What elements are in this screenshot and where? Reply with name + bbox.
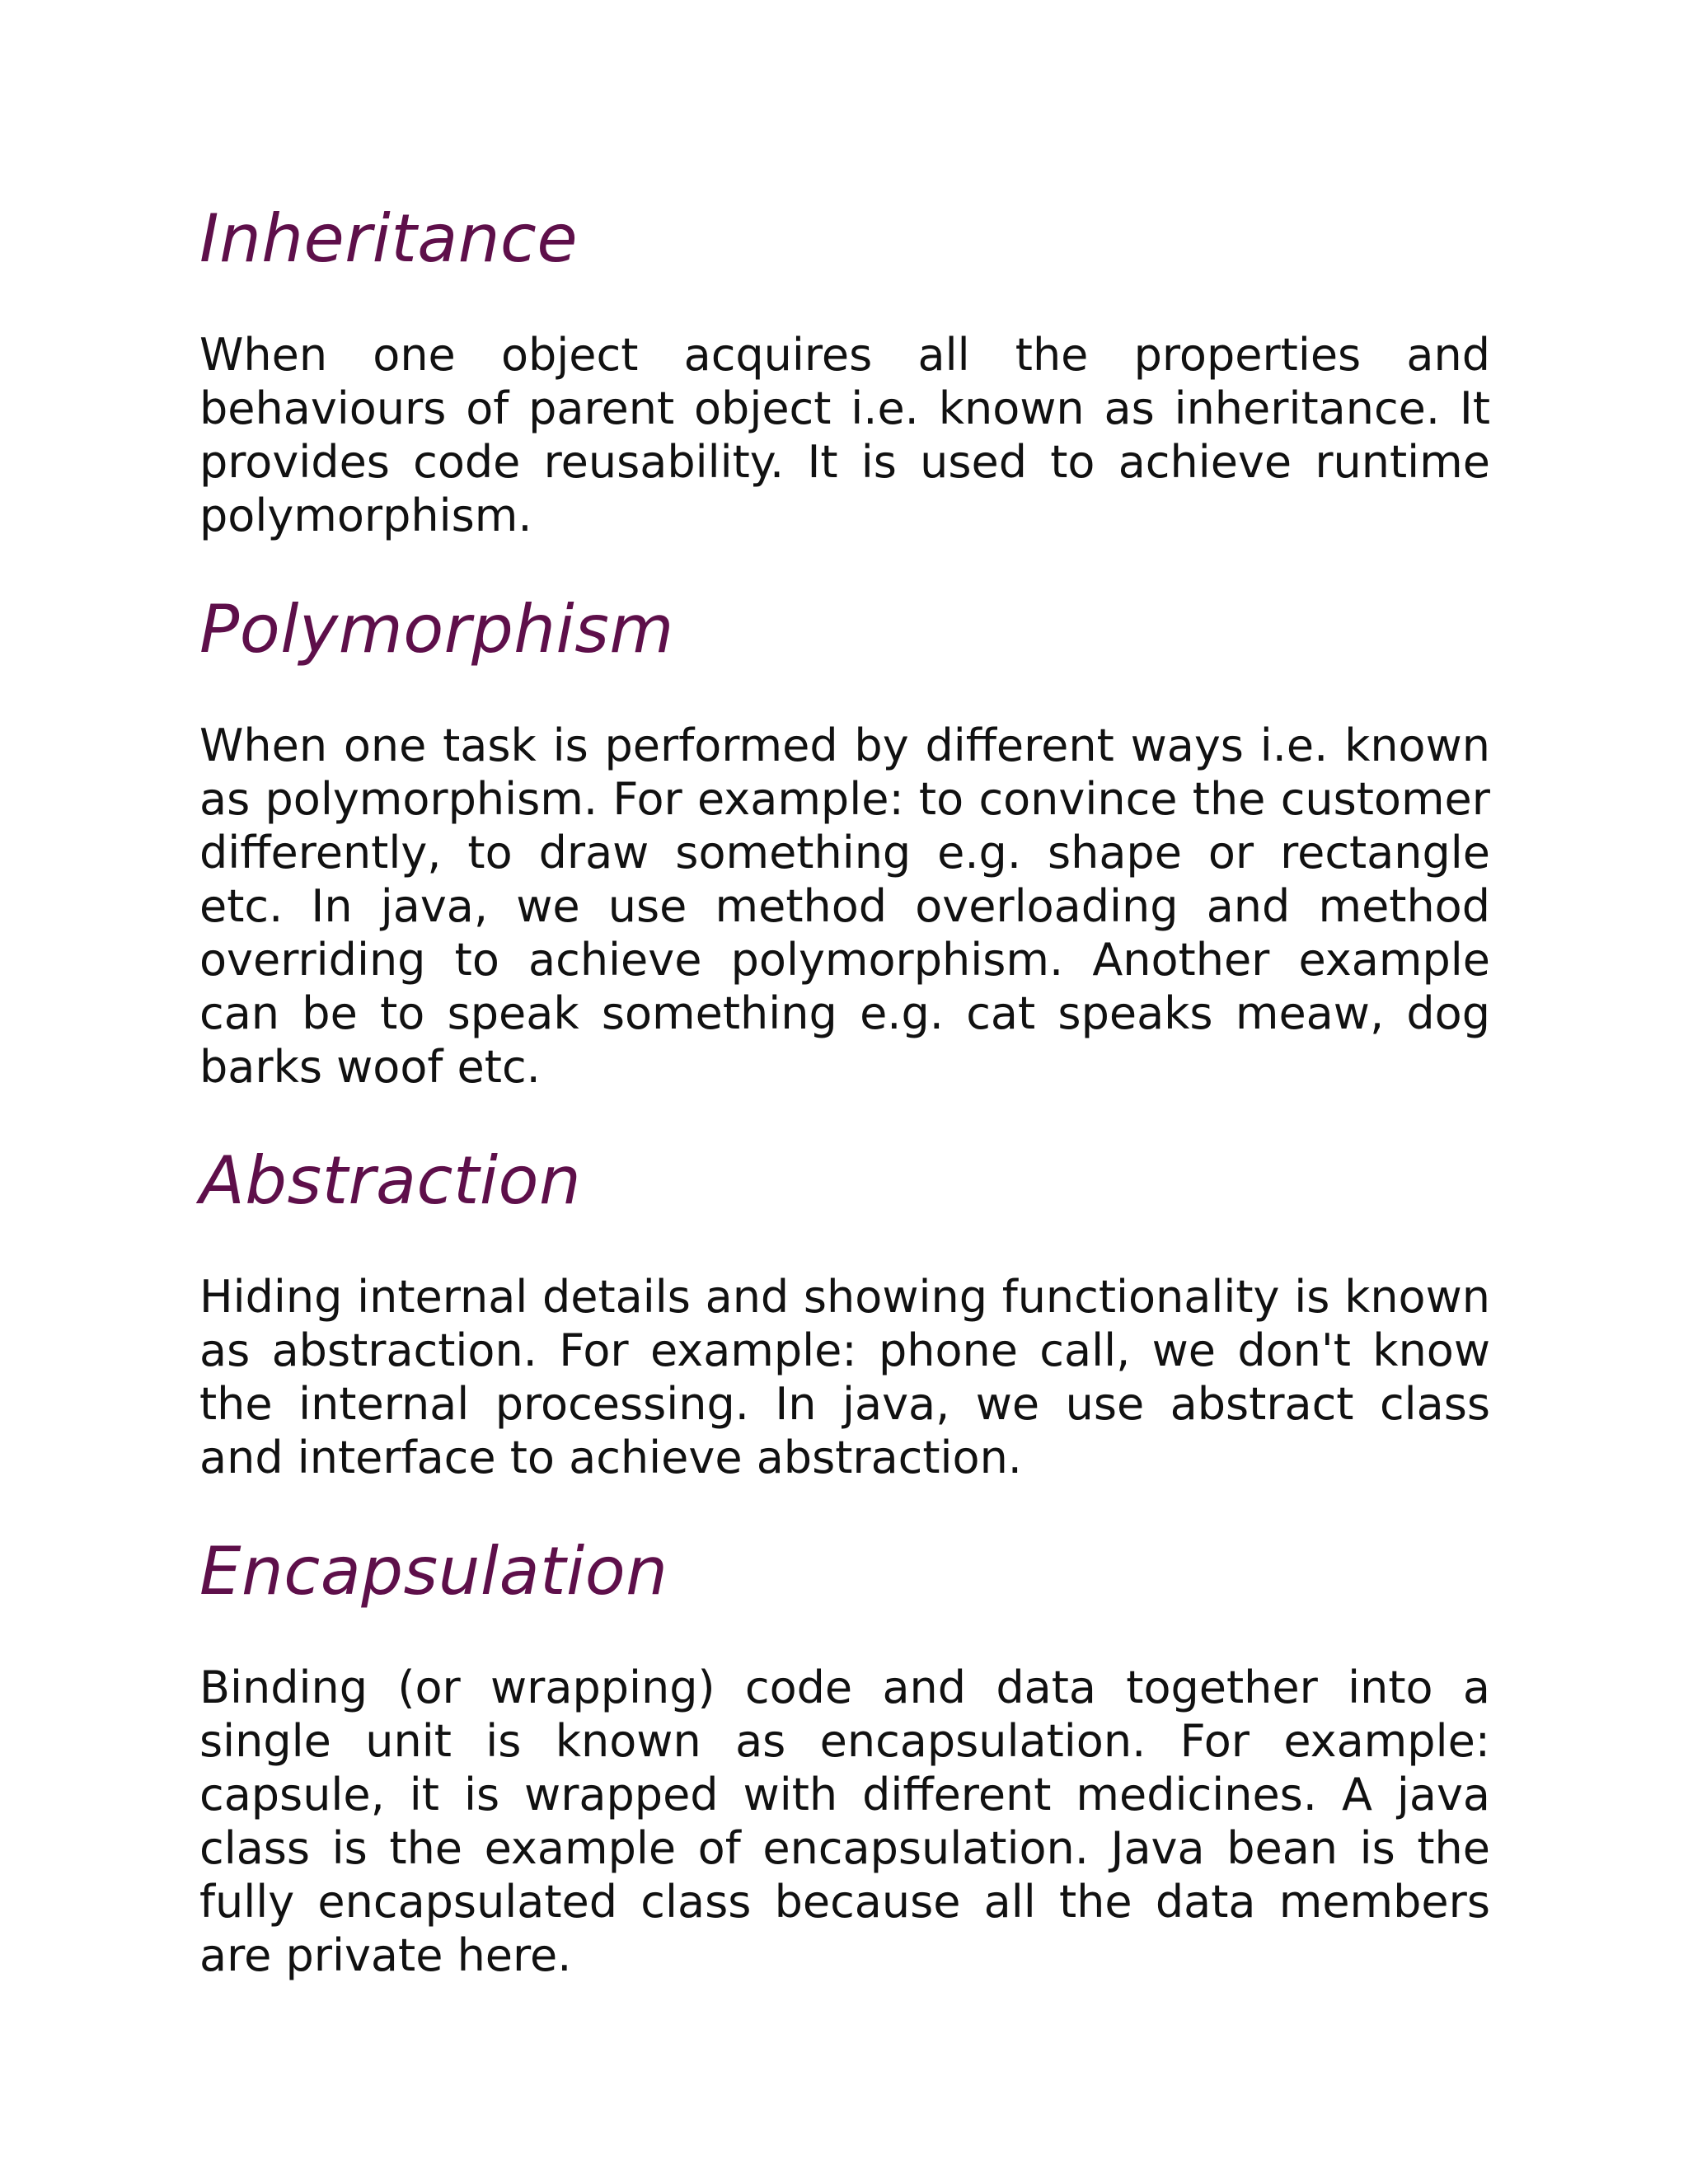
section-inheritance: [199, 198, 1490, 542]
paragraph-encapsulation: Binding (or wrapping) code and data together into a single unit is known as encapsulation. For example: capsule, it is wrapped with different medicines. A java class is the example of encapsulation. Java bean is the fully encapsulated class because all the data members are private here.: [199, 1661, 1490, 1981]
paragraph-abstraction: Hiding internal details and showing functionality is known as abstraction. For example: phone call, we don't know the internal processing. In java, we use abstract class and interface to achieve abstraction.: [199, 1271, 1490, 1483]
document-page: [199, 198, 1490, 1982]
section-abstraction: [199, 1140, 1490, 1484]
paragraph-polymorphism: When one task is performed by different ways i.e. known as polymorphism. For example: to convince the customer differently, to draw something e.g. shape or rectangle etc. In java, we use method overloading and method overriding to achieve polymorphism. Another example can be to speak something e.g. cat speaks meaw, dog barks woof etc.: [199, 719, 1490, 1093]
paragraph-inheritance: When one object acquires all the properties and behaviours of parent object i.e. known as inheritance. It provides code reusability. It is used to achieve runtime polymorphism.: [199, 329, 1490, 541]
section-polymorphism: [199, 588, 1490, 1094]
heading-polymorphism: Polymorphism: [199, 591, 674, 668]
section-encapsulation: [199, 1530, 1490, 1982]
heading-inheritance: Inheritance: [199, 200, 579, 277]
heading-abstraction: Abstraction: [199, 1142, 582, 1219]
heading-encapsulation: Encapsulation: [199, 1533, 668, 1610]
